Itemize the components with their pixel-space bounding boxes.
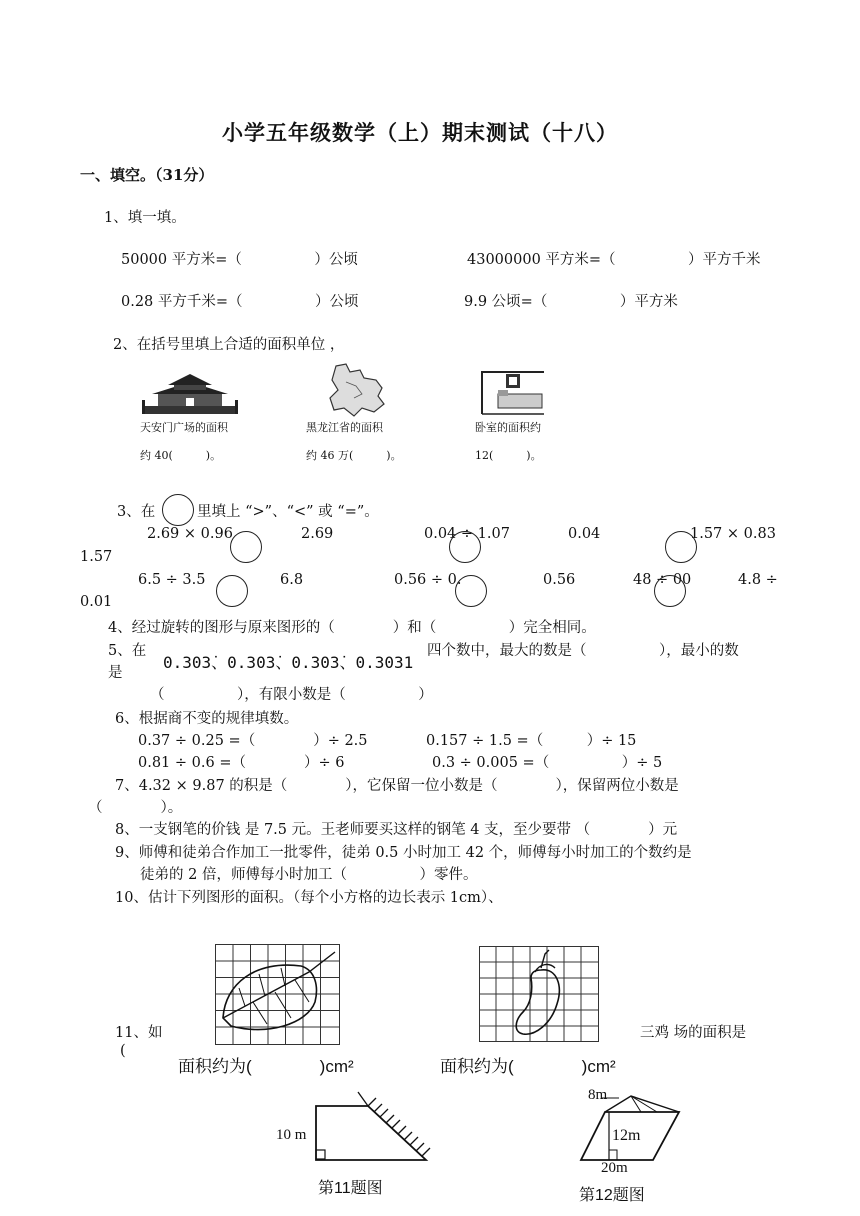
q9-text: 9、师傅和徒弟合作加工一批零件，徒弟 0.5 小时加工 42 个，师傅每小时加工的个数约是 [115, 845, 692, 861]
q3-r2-expr-4: 4.8 ÷ [738, 572, 778, 588]
q3-r2-value-2: 0.56 [543, 572, 576, 588]
q11-tail: 三鸡 场的面积是 [640, 1025, 747, 1041]
q2-item-2-line1: 黑龙江省的面积 [306, 421, 383, 434]
q3-heading-end: 里填上 “>”、“<” 或 “=”。 [197, 504, 379, 520]
compare-circle[interactable] [665, 531, 697, 563]
q2-item-3-line2: 12( )。 [475, 449, 542, 462]
q3-r1-expr-3: 1.57 × 0.83 [690, 526, 776, 542]
q1-item-c: 0.28 平方千米=（ ）公顷 [121, 294, 359, 310]
q3-heading-start: 3、在 [117, 504, 156, 520]
compare-circle[interactable] [449, 531, 481, 563]
q2-heading: 2、在括号里填上合适的面积单位 ， [113, 337, 345, 353]
trapezoid-q11-side-label: 10 m [276, 1127, 307, 1143]
eggplant-area-label: 面积约为( )cm² [440, 1057, 616, 1076]
q6-heading: 6、根据商不变的规律填数。 [115, 711, 299, 727]
compare-circle[interactable] [654, 575, 686, 607]
q11-start: 11、如 [115, 1025, 163, 1041]
q11-wrap: ( [120, 1043, 126, 1059]
q10-text: 10、估计下列图形的面积。（每个小方格的边长表示 1cm）、 [115, 890, 503, 906]
bedroom-picture [480, 368, 546, 416]
q1-item-b: 43000000 平方米=（ ）平方千米 [467, 252, 761, 268]
q3-r1-value-2: 0.04 [568, 526, 601, 542]
q3-r2-expr-2: 0.56 ÷ 0. [394, 572, 462, 588]
leaf-grid-figure [215, 944, 340, 1045]
compare-circle[interactable] [216, 575, 248, 607]
trapezoid-q12-top-label: 8m [588, 1087, 608, 1103]
q4-text: 4、经过旋转的图形与原来图形的（ ）和（ ）完全相同。 [108, 620, 596, 636]
trapezoid-q12-bottom-label: 20m [601, 1160, 628, 1176]
q3-r2-wrap: 0.01 [80, 594, 113, 610]
q5-start: 5、在 [108, 643, 147, 659]
section-heading: 一、填空。（31分） [80, 166, 214, 184]
q6-item-b: 0.157 ÷ 1.5 =（ ）÷ 15 [426, 733, 637, 749]
q5-number-list: 0.303̇、0.303̇、0.303̇、0.3031 [163, 653, 414, 672]
q5-wrap: 是 [108, 665, 123, 681]
q8-text: 8、一支钢笔的价钱 是 7.5 元。王老师要买这样的钢笔 4 支，至少要带 （ ）元 [115, 822, 678, 838]
q6-item-d: 0.3 ÷ 0.005 =（ ）÷ 5 [432, 755, 663, 771]
compare-circle[interactable] [162, 494, 194, 526]
page-title: 小学五年级数学（上）期末测试（十八） [222, 120, 618, 145]
q3-r1-expr-1: 2.69 × 0.96 [147, 526, 233, 542]
eggplant-grid-figure [479, 946, 599, 1042]
q2-item-2-line2: 约 46 万( )。 [306, 449, 402, 462]
figure-caption-q11: 第11题图 [318, 1180, 383, 1197]
q5-middle: 四个数中，最大的数是（ ），最小的数 [427, 643, 739, 659]
q5-end: （ ），有限小数是（ ） [150, 687, 433, 703]
tiananmen-picture [140, 372, 240, 416]
q3-r2-expr-3: 48 ÷ 00 [633, 572, 692, 588]
leaf-area-label: 面积约为( )cm² [178, 1057, 354, 1076]
compare-circle[interactable] [230, 531, 262, 563]
q3-r1-expr-2: 0.04 ÷ 1.07 [424, 526, 510, 542]
q3-r2-expr-1: 6.5 ÷ 3.5 [138, 572, 206, 588]
compare-circle[interactable] [455, 575, 487, 607]
q9-wrap: 徒弟的 2 倍，师傅每小时加工（ ）零件。 [140, 867, 478, 883]
q7-wrap: （ ）。 [88, 800, 183, 816]
q6-item-a: 0.37 ÷ 0.25 =（ ）÷ 2.5 [138, 733, 368, 749]
q6-item-c: 0.81 ÷ 0.6 =（ ）÷ 6 [138, 755, 345, 771]
q2-item-3-line1: 卧室的面积约 [475, 421, 541, 434]
q2-item-1-line1: 天安门广场的面积 [140, 421, 228, 434]
heilongjiang-map-picture [326, 362, 388, 418]
q1-heading: 1、填一填。 [104, 210, 186, 226]
q3-r2-value-1: 6.8 [280, 572, 304, 588]
q1-item-d: 9.9 公顷=（ ）平方米 [464, 294, 678, 310]
trapezoid-q12-height-label: 12m [612, 1127, 641, 1144]
q2-item-1-line2: 约 40( )。 [140, 449, 222, 462]
figure-caption-q12: 第12题图 [579, 1187, 645, 1204]
q1-item-a: 50000 平方米=（ ）公顷 [121, 252, 358, 268]
trapezoid-figure-q11 [270, 1086, 450, 1166]
q3-r1-wrap: 1.57 [80, 549, 113, 565]
q7-text: 7、4.32 × 9.87 的积是（ ），它保留一位小数是（ ），保留两位小数是 [115, 778, 679, 794]
q3-r1-value-1: 2.69 [301, 526, 334, 542]
